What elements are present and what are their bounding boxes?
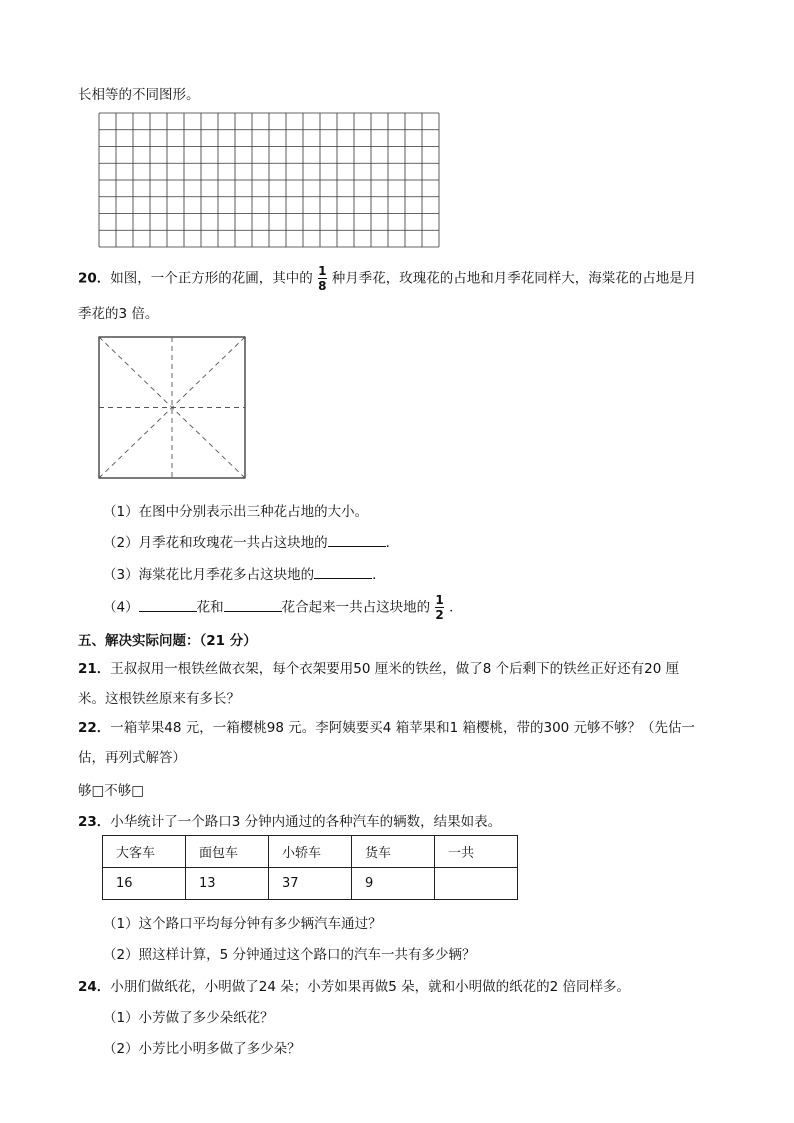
table-row: [103, 868, 518, 900]
table-header-cell: 一共: [435, 836, 518, 868]
q20-fraction: [318, 265, 327, 292]
q20-sub4: [103, 594, 463, 621]
q23-sub1: （1）这个路口平均每分钟有多少辆汽车通过？: [103, 916, 382, 932]
q22-line1: [78, 716, 695, 736]
table-header-cell: 货车: [352, 836, 435, 868]
table-cell: 16: [103, 868, 186, 900]
table-header-cell: 小轿车: [269, 836, 352, 868]
q20-sub4-mid2: 花合起来一共占这块地的: [281, 599, 431, 616]
q20-sub2-end: ．: [385, 535, 400, 551]
intro-tail-text: 长相等的不同图形。: [78, 87, 200, 103]
q20-sub4-fraction: [435, 594, 444, 621]
q21-text: 王叔叔用一根铁丝做衣架，每个衣架要用50 厘米的铁丝，做了8 个后剩下的铁丝正好还有20 厘: [110, 661, 680, 677]
table-header-row: [103, 836, 518, 868]
q22-answer-choice: 够□不够□: [78, 783, 145, 799]
q24-line1: [78, 975, 630, 995]
answer-blank[interactable]: [314, 566, 372, 579]
q20-sub4-prefix: （4）: [103, 599, 139, 616]
car-count-table: [102, 835, 518, 900]
q20-text-before: 如图，一个正方形的花圃，其中的: [110, 270, 313, 287]
answer-blank[interactable]: [139, 599, 197, 612]
drawing-grid: [98, 112, 440, 248]
q20-sub3: [103, 563, 386, 583]
q20-text-after: 种月季花，玫瑰花的占地和月季花同样大，海棠花的占地是月: [331, 270, 697, 287]
q22-text: 一箱苹果48 元，一箱樱桃98 元。李阿姨要买4 箱苹果和1 箱樱桃，带的300 元够不够？（先估一: [110, 720, 696, 736]
q20-sub3-end: ．: [372, 567, 386, 583]
q23-text: 小华统计了一个路口3 分钟内通过的各种汽车的辆数，结果如表。: [110, 814, 502, 830]
table-cell-total[interactable]: [435, 868, 518, 900]
q20-line1: [78, 265, 696, 292]
q20-sub2: [103, 531, 399, 551]
q20-sub1: （1）在图中分别表示出三种花占地的大小。: [103, 504, 369, 520]
q24-text: 小朋们做纸花，小明做了24 朵；小芳如果再做5 朵，就和小明做的纸花的2 倍同样多。: [110, 979, 631, 995]
q20-sub3-text: （3）海棠花比月季花多占这块地的: [103, 567, 315, 583]
q24-sub2: （2）小芳比小明多做了多少朵？: [103, 1041, 301, 1057]
table-header-cell: 面包车: [186, 836, 269, 868]
table-cell: 13: [186, 868, 269, 900]
q24-number: 24．: [78, 979, 111, 995]
q20-sub2-text: （2）月季花和玫瑰花一共占这块地的: [103, 535, 328, 551]
q23-line1: [78, 810, 501, 830]
q20-sub4-mid1: 花和: [196, 599, 224, 616]
frac-numerator: 1: [318, 264, 327, 278]
table-cell: 9: [352, 868, 435, 900]
frac-numerator: 1: [435, 593, 444, 607]
table-cell: 37: [269, 868, 352, 900]
q24-sub1: （1）小芳做了多少朵纸花？: [103, 1010, 274, 1026]
square-garden-figure: [98, 336, 248, 481]
answer-blank[interactable]: [328, 534, 386, 547]
frac-denominator: 8: [318, 279, 327, 293]
q20-line2: 季花的3 倍。: [78, 306, 159, 322]
q20-number: 20．: [78, 270, 111, 287]
q22-line2: 估，再列式解答）: [78, 750, 186, 766]
q23-sub2: （2）照这样计算，5 分钟通过这个路口的汽车一共有多少辆？: [103, 947, 476, 963]
answer-blank[interactable]: [224, 599, 282, 612]
q21-line1: [78, 657, 679, 677]
frac-denominator: 2: [435, 608, 444, 622]
q23-number: 23．: [78, 814, 111, 830]
table-header-cell: 大客车: [103, 836, 186, 868]
section-heading: 五、解决实际问题：（21 分）: [78, 633, 257, 649]
q20-sub4-end: ．: [449, 599, 463, 616]
q21-number: 21．: [78, 661, 111, 677]
q21-line2: 米。这根铁丝原来有多长？: [78, 691, 240, 707]
q22-number: 22．: [78, 720, 111, 736]
garden-dividers: [99, 337, 245, 478]
